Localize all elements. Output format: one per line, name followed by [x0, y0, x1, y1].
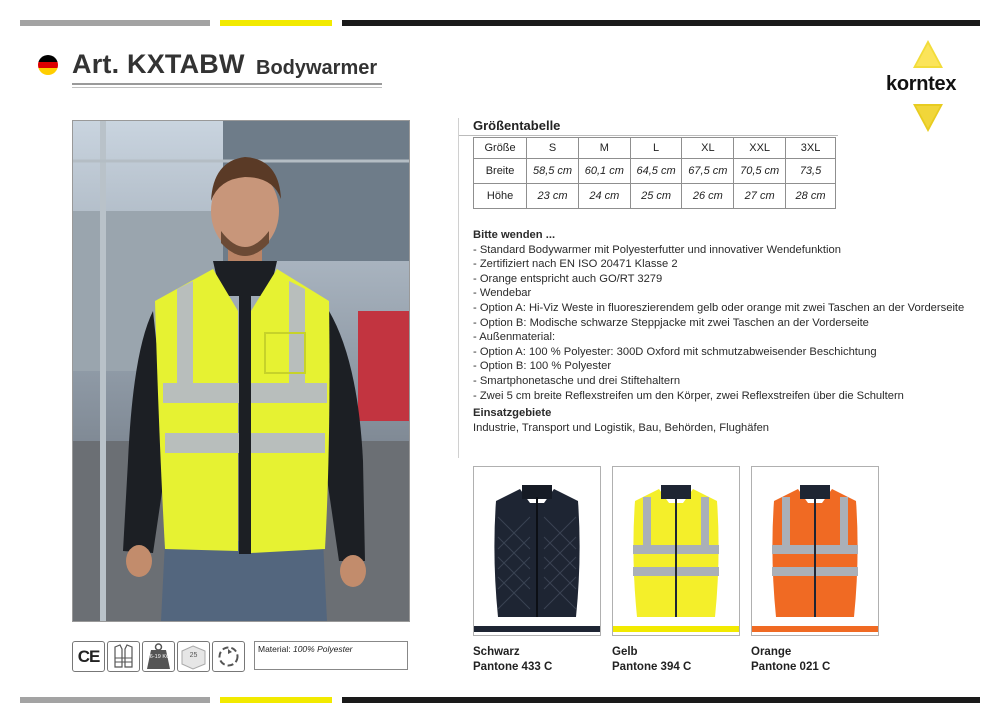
description-line: - Wendebar [473, 287, 532, 300]
size-table-title-underline [458, 135, 838, 136]
description-line: - Orange entspricht auch GO/RT 3279 [473, 272, 663, 285]
variant-yellow-thumbnail [612, 466, 740, 636]
size-table-cell: 28 cm [786, 184, 836, 209]
bottom-bar-yellow [220, 697, 332, 703]
size-table-cell: XXL [734, 138, 786, 159]
top-bar-grey [20, 20, 210, 26]
description-heading: Bitte wenden ... [473, 229, 556, 241]
variant-yellow-label [612, 645, 691, 675]
size-table-cell: 24 cm [578, 184, 630, 209]
size-table-cell: Breite [474, 159, 527, 184]
variant-name: Orange [751, 646, 792, 658]
ce-mark-icon: CE [72, 641, 105, 672]
top-bar-black [342, 20, 980, 26]
product-description [473, 228, 983, 435]
size-table-cell: 64,5 cm [630, 159, 682, 184]
size-table-title: Größentabelle [473, 118, 561, 133]
size-table-cell: 67,5 cm [682, 159, 734, 184]
recycle-icon [212, 641, 245, 672]
swatch-yellow [613, 626, 739, 632]
description-line: - Smartphonetasche und drei Stiftehaltern [473, 374, 681, 387]
size-table-cell: S [527, 138, 579, 159]
title-underline-2 [72, 87, 382, 88]
product-name: Bodywarmer [256, 57, 378, 79]
hi-viz-vest-icon [107, 641, 140, 672]
material-label: Material: [258, 644, 291, 654]
size-table-cell: 26 cm [682, 184, 734, 209]
title-underline [72, 83, 382, 85]
size-table-cell: L [630, 138, 682, 159]
size-table-row [474, 184, 836, 209]
swatch-black [474, 626, 600, 632]
article-number: Art. KXTABW [72, 49, 245, 79]
description-line: - Zwei 5 cm breite Reflexstreifen um den Körper, zwei Reflexstreifen über die Schultern [473, 389, 904, 402]
description-line: - Option A: Hi-Viz Weste in fluoreszierendem gelb oder orange mit zwei Taschen an der Vorderseite [473, 301, 965, 314]
size-table-cell: 60,1 cm [578, 159, 630, 184]
size-table-cell: 58,5 cm [527, 159, 579, 184]
size-table-cell: 70,5 cm [734, 159, 786, 184]
size-table [473, 137, 836, 209]
variant-pantone: Pantone 433 C [473, 661, 553, 673]
variant-pantone: Pantone 394 C [612, 661, 692, 673]
variant-pantone: Pantone 021 C [751, 661, 831, 673]
weight-icon [142, 641, 175, 672]
top-bar-yellow [220, 20, 332, 26]
variant-orange-label [751, 645, 830, 675]
size-table-row [474, 159, 836, 184]
size-table-header-row [474, 138, 836, 159]
size-table-cell: 23 cm [527, 184, 579, 209]
korntex-logo [880, 40, 976, 132]
size-table-cell: 27 cm [734, 184, 786, 209]
usage-text: Industrie, Transport und Logistik, Bau, Behörden, Flughäfen [473, 421, 770, 434]
description-divider [458, 118, 459, 458]
package-qty: 25 [189, 652, 198, 659]
variant-name: Gelb [612, 646, 638, 658]
size-table-cell: 3XL [786, 138, 836, 159]
bottom-bar-grey [20, 697, 210, 703]
size-table-cell: 25 cm [630, 184, 682, 209]
description-line: - Standard Bodywarmer mit Polyesterfutter und innovativer Wendefunktion [473, 243, 841, 256]
description-line: - Option B: 100 % Polyester [473, 360, 612, 373]
variant-orange-thumbnail [751, 466, 879, 636]
swatch-orange [752, 626, 878, 632]
package-quantity-icon [177, 641, 210, 672]
size-table-cell: M [578, 138, 630, 159]
description-line: - Option A: 100 % Polyester: 300D Oxford mit schmutzabweisender Beschichtung [473, 345, 877, 358]
material-box [254, 641, 408, 670]
material-value: 100% Polyester [292, 644, 353, 654]
description-line: - Außenmaterial: [473, 331, 556, 344]
description-line: - Option B: Modische schwarze Steppjacke mit zwei Taschen an der Vorderseite [473, 316, 869, 329]
usage-heading: Einsatzgebiete [473, 407, 552, 420]
variant-name: Schwarz [473, 646, 520, 658]
variant-black-label [473, 645, 552, 675]
description-line: - Zertifiziert nach EN ISO 20471 Klasse 2 [473, 258, 678, 271]
size-table-cell: XL [682, 138, 734, 159]
weight-label: 16-19 KG [146, 654, 171, 660]
size-table-cell: Größe [474, 138, 527, 159]
size-table-cell: 73,5 [786, 159, 836, 184]
bottom-bar-black [342, 697, 980, 703]
size-table-cell: Höhe [474, 184, 527, 209]
logo-text: korntex [886, 73, 957, 95]
product-photo [72, 120, 410, 622]
germany-flag-icon [38, 55, 58, 75]
variant-black-thumbnail [473, 466, 601, 636]
